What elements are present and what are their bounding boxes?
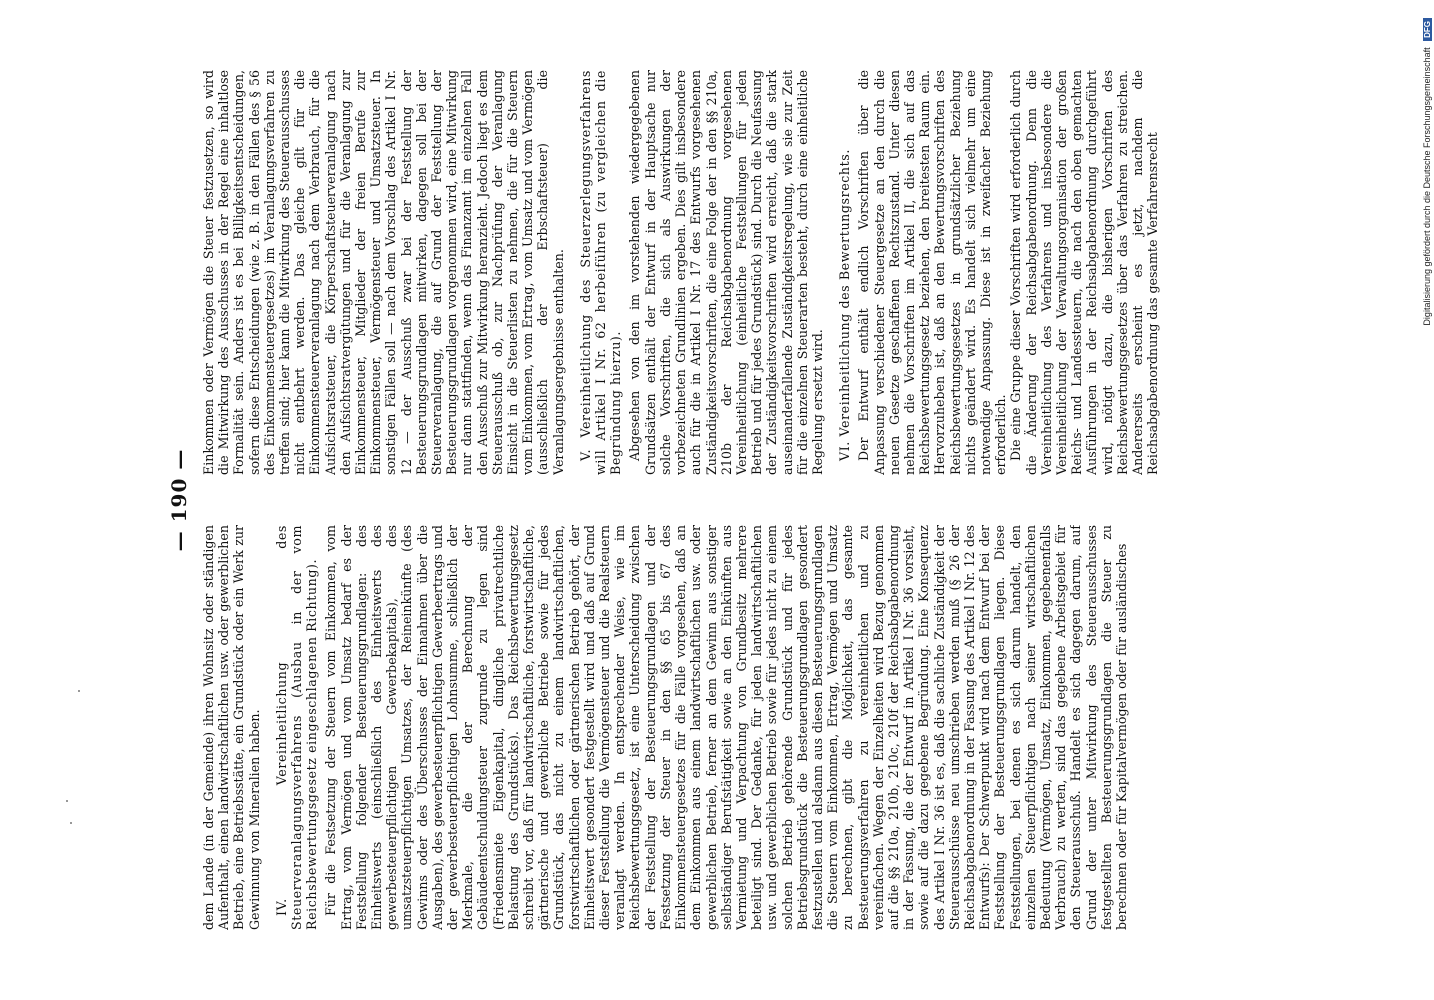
scan-speck [70, 822, 72, 824]
scan-speck [66, 800, 68, 802]
rotated-document-page [167, 70, 1267, 930]
left-column [201, 525, 1261, 930]
scan-speck [78, 690, 80, 692]
right-column [201, 70, 1261, 475]
paragraph: Abgesehen von den im vorstehenden wiedergegebenen Grundsätzen enthält der Entwurf in der Hauptsache nur solche Vorschriften, die sich als Auswirkungen der vorbezeichneten Grundlinien ergeben. Dies gilt insbesondere auch für die in Artikel I Nr. 17 des Entwurfs vorgesehenen Zuständigkeitsvorschriften, die eine Folge der in den §§ 210a, 210b der Reichsabgabenordnung vorgesehenen Vereinheitlichung (einheitliche Feststellungen für jeden Betrieb und für jedes Grundstück) sind. Durch die Neufassung der Zuständigkeitsvorschriften wird erreicht, daß die stark auseinanderfallende Zuständigkeitsregelung, wie sie zur Zeit für die einzelnen Steuerarten besteht, durch eine einheitliche Regelung ersetzt wird. [627, 70, 825, 475]
section-heading-iv: IV. Vereinheitlichung des Steuerveranlagungsverfahrens (Ausbau in der vom Reichsbewertungsgesetz eingeschlagenen Richtung). [273, 525, 320, 930]
digitization-attribution [1422, 8, 1434, 992]
paragraph: Einkommen oder Vermögen die Steuer festzusetzen, so wird die Mitwirkung des Ausschusses in der Regel eine inhaltlose Formalität sein. Anders ist es bei Billigkeitsentscheidungen, sofern diese Entscheidungen (wie z. B. in den Fällen des § 56 des Einkommensteuergesetzes) im Veranlagungsverfahren zu treffen sind; hier kann die Mitwirkung des Steuerausschusses nicht entbehrt werden. Das gleiche gilt für die Einkommensteuerveranlagung nach dem Verbrauch, für die Aufsichtsratsteuer, die Körperschaftsteuerveranlagung nach den Aufsichtsratvergütungen und für die Veranlagung zur Einkommensteuer, Mitglieder der freien Berufe zur Einkommensteuer, Vermögensteuer und Umsatzsteuer. In sonstigen Fällen soll — nach dem Vorschlag des Artikel I Nr. 12 — der Ausschuß zwar bei der Feststellung der Besteuerungsgrundlagen mitwirken, dagegen soll bei der Steuerveranlagung, die auf Grund der Feststellung der Besteuerungsgrundlagen vorgenommen wird, eine Mitwirkung nur dann stattfinden, wenn das Finanzamt im einzelnen Fall den Ausschuß zur Mitwirkung heranzieht. Jedoch liegt es dem Steuerausschuß ob, zur Nachprüfung der Veranlagung Einsicht in die Steuerlisten zu nehmen, die für die Steuern vom Einkommen, vom Ertrag, vom Umsatz und vom Vermögen (ausschließlich der Erbschaftsteuer) die Veranlagungsergebnisse enthalten. [201, 70, 566, 475]
text-columns [201, 70, 1261, 930]
section-heading-v: V. Vereinheitlichung des Steuerzerlegungsverfahrens will Artikel I Nr. 62 herbeiführen (zu vergleichen die Begründung hierzu). [577, 70, 624, 475]
paragraph: Die eine Gruppe dieser Vorschriften wird erforderlich durch die Änderung der Reichsabgabenordnung. Denn die Vereinheitlichung des Verfahrens und insbesondere die Vereinheitlichung der Verwaltungsorganisation der großen Reichs- und Landessteuern, die nach den oben gemachten Ausführungen in der Reichsabgabenordnung durchgeführt wird, nötigt dazu, die bisherigen Vorschriften des Reichsbewertungsgesetzes über das Verfahren zu streichen. Andererseits erscheint es jetzt, nachdem die Reichsabgabenordnung das gesamte Verfahrensrecht [1008, 70, 1161, 475]
page-number: — 190 — [167, 448, 191, 552]
dfg-logo: DFG [1423, 18, 1432, 41]
column-gutter [241, 499, 1261, 500]
paragraph: Für die Festsetzung der Steuern vom Einkommen, vom Ertrag, vom Vermögen und vom Umsatz bedarf es der Feststellung folgender Besteuerungsgrundlagen: des Einheitswerts (einschließlich des Einheitswerts des gewerbesteuerpflichtigen Gewerbekapitals), des umsatzsteuerpflichtigen Umsatzes, der Reineinkünfte (des Gewinns oder des Überschusses der Einnahmen über die Ausgaben), des gewerbesteuerpflichtigen Gewerbeertrags und der gewerbesteuerpflichtigen Lohnsumme, schließlich der Merkmale, die der Berechnung der Gebäudeentschuldungsteuer zugrunde zu legen sind (Friedensmiete Eigenkapital, dingliche privatrechtliche Belastung des Grundstücks). Das Reichsbewertungsgesetz schreibt vor, daß für landwirtschaftliche, forstwirtschaftliche, gärtnerische und gewerbliche Betriebe sowie für jedes Grundstück, das nicht zu einem landwirtschaftlichen, forstwirtschaftlichen oder gärtnerischen Betrieb gehört, der Einheitswert gesondert festgestellt wird und daß auf Grund dieser Feststellung die Vermögensteuer und die Realsteuern veranlagt werden. In entsprechender Weise, wie im Reichsbewertungsgesetz, ist eine Unterscheidung zwischen der Feststellung der Besteuerungsgrundlagen und der Festsetzung der Steuer in den §§ 65 bis 67 des Einkommensteuergesetzes für die Fälle vorgesehen, daß an dem Einkommen aus einem landwirtschaftlichen usw. oder gewerblichen Betrieb, ferner an dem Gewinn aus sonstiger selbständiger Berufstätigkeit sowie an den Einkünften aus Vermietung und Verpachtung von Grundbesitz mehrere beteiligt sind. Der Gedanke, für jeden landwirtschaftlichen usw. und gewerblichen Betrieb sowie für jedes nicht zu einem solchen Betrieb gehörende Grundstück und für jedes Betriebsgrundstück die Besteuerungsgrundlagen gesondert festzustellen und alsdann aus diesen Besteuerungsgrundlagen die Steuern vom Einkommen, Ertrag, Vermögen und Umsatz zu berechnen, gibt die Möglichkeit, das gesamte Besteuerungsverfahren zu vereinheitlichen und zu vereinfachen. Wegen der Einzelheiten wird Bezug genommen auf die §§ 210a, 210b, 210c, 210f der Reichsabgabenordnung in der Fassung, die der Entwurf in Artikel I Nr. 36 vorsieht, sowie auf die dazu gegebene Begründung. Eine Konsequenz des Artikel I Nr. 36 ist es, daß die sachliche Zuständigkeit der Steuerausschüsse neu umschrieben werden muß (§ 26 der Reichsabgabenordnung in der Fassung des Artikel I Nr. 12 des Entwurfs): Der Schwerpunkt wird nach dem Entwurf bei der Feststellung der Besteuerungsgrundlagen liegen. Diese Feststellungen, bei denen es sich darum handelt, den einzelnen Steuerpflichtigen nach seiner wirtschaftlichen Bedeutung (Vermögen, Umsatz, Einkommen, gegebenenfalls Verbrauch) zu werten, sind das gegebene Arbeitsgebiet für den Steuerausschuß. Handelt es sich dagegen darum, auf Grund der unter Mitwirkung des Steuerausschusses festgestellten Besteuerungsgrundlagen die Steuer zu berechnen oder für Kapitalvermögen oder für ausländisches [323, 525, 1129, 930]
paragraph: Der Entwurf enthält endlich Vorschriften über die Anpassung verschiedener Steuergesetze an den durch die neuen Gesetze geschaffenen Rechtszustand. Unter diesen nehmen die Vorschriften im Artikel II, die sich auf das Reichsbewertungsgesetz beziehen, den breitesten Raum ein. Hervorzuheben ist, daß an den Bewertungsvorschriften des Reichsbewertungsgesetzes in grundsätzlicher Beziehung nichts geändert wird. Es handelt sich vielmehr um eine notwendige Anpassung. Diese ist in zweifacher Beziehung erforderlich. [856, 70, 1009, 475]
attribution-text: Digitalisierung gefördert durch die Deutsche Forschungsgemeinschaft [1422, 47, 1432, 326]
section-heading-vi: VI. Vereinheitlichung des Bewertungsrechts. [837, 149, 853, 461]
paragraph: dem Lande (in der Gemeinde) ihren Wohnsitz oder ständigen Aufenthalt, einen landwirtschaftlichen usw. oder gewerblichen Betrieb, eine Betriebsstätte, ein Grundstück oder ein Werk zur Gewinnung von Mineralien haben. [201, 525, 262, 930]
